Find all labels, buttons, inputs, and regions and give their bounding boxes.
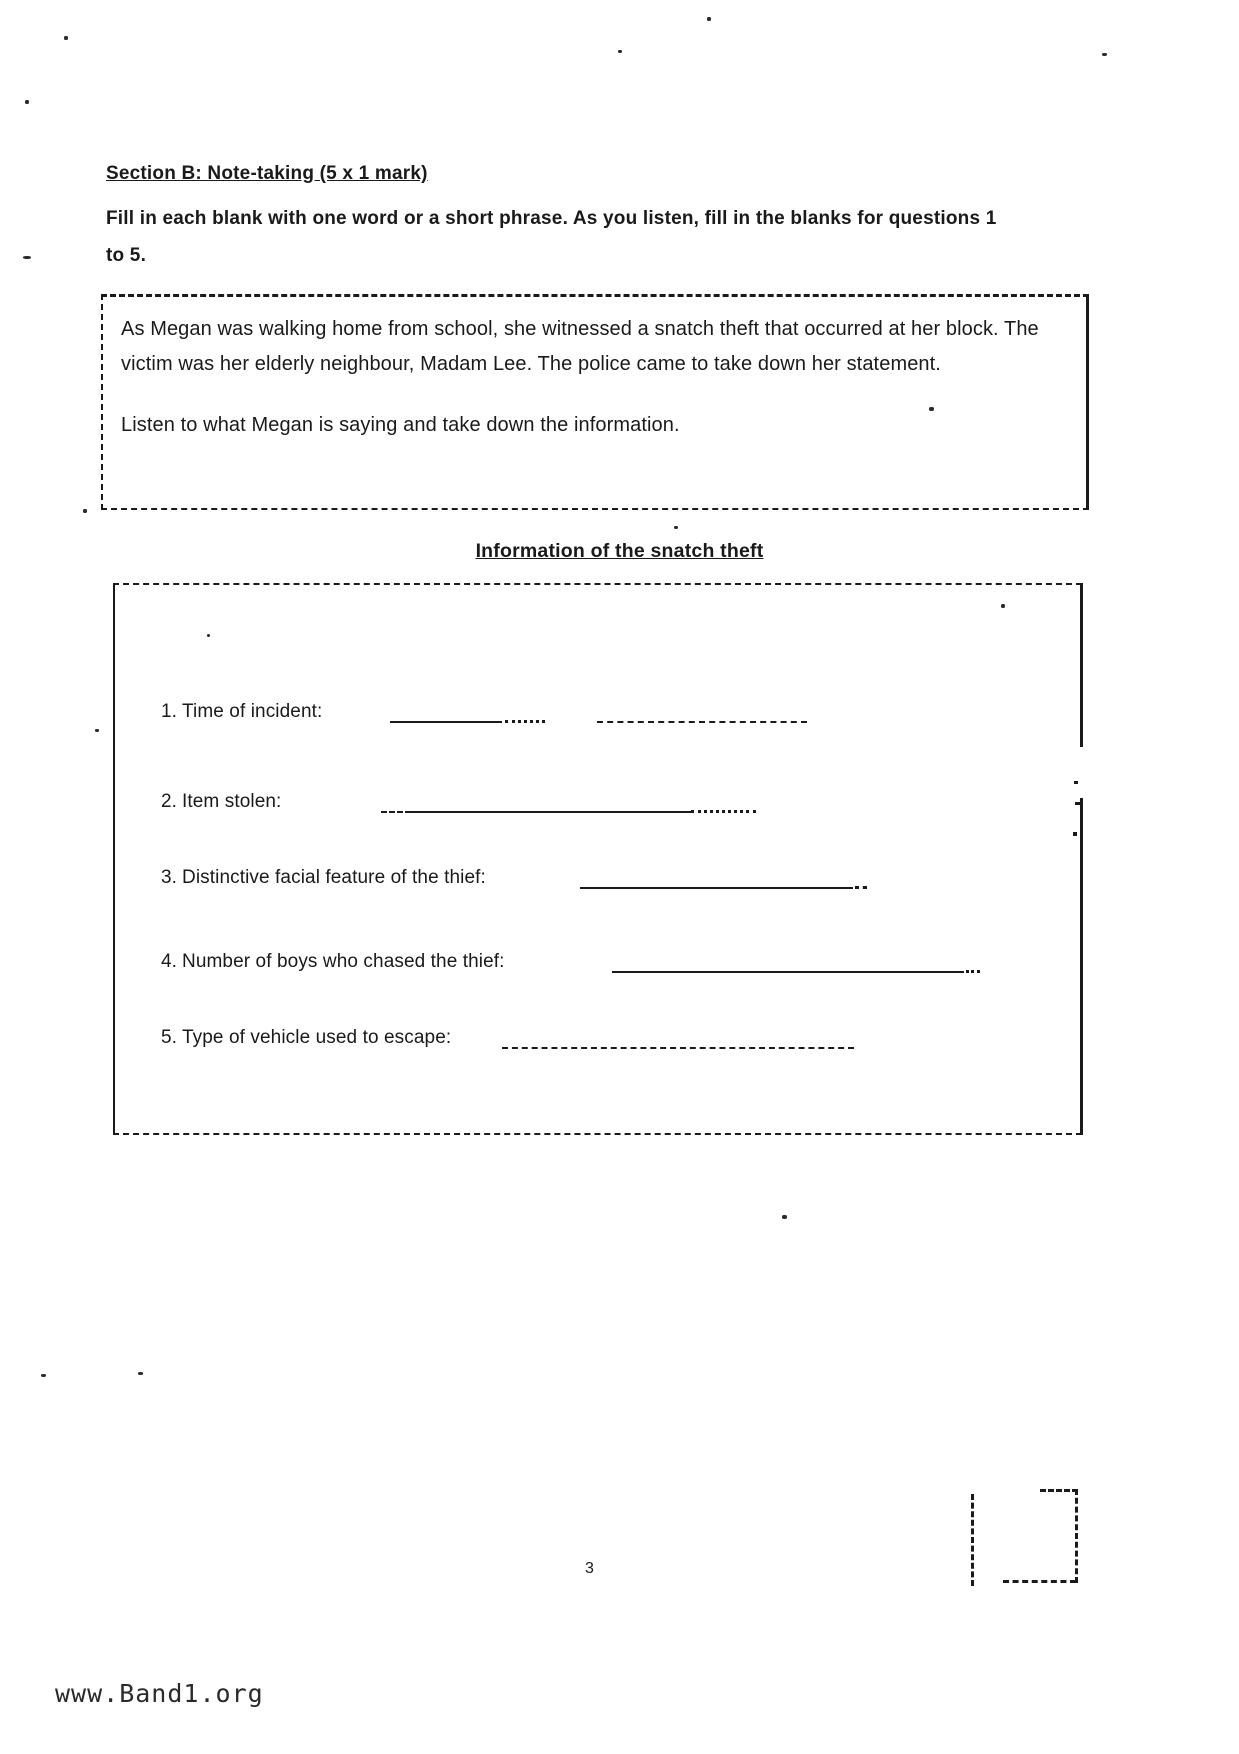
corner-mark-bracket (1040, 1489, 1078, 1583)
scan-speck (95, 729, 99, 732)
blank-facial-feature-dots (855, 886, 867, 889)
corner-mark-bottom (1003, 1580, 1076, 1583)
corner-mark-left (971, 1494, 974, 1586)
blank-facial-feature (580, 887, 853, 889)
scan-speck (64, 36, 68, 40)
page-number: 3 (585, 1560, 595, 1577)
item-label-number-of-boys: Number of boys who chased the thief: (182, 951, 505, 972)
passage-paragraph-2: Listen to what Megan is saying and take down the information. (121, 414, 680, 436)
scan-speck (138, 1372, 143, 1375)
blank-time-of-incident (390, 721, 502, 723)
item-number: 4. (161, 951, 178, 972)
scan-speck (782, 1215, 787, 1219)
scan-speck (1073, 832, 1077, 836)
scan-speck (83, 509, 87, 513)
note-taking-form-box (113, 583, 1082, 1135)
item-label-time-of-incident: Time of incident: (182, 701, 323, 722)
blank-item-stolen-dots (691, 810, 756, 813)
watermark-url: www.Band1.org (55, 1679, 264, 1708)
item-number: 1. (161, 701, 178, 722)
blank-item-stolen (411, 811, 691, 813)
scan-speck (25, 100, 29, 104)
blank-item-stolen-lead (381, 811, 411, 813)
item-number: 3. (161, 867, 178, 888)
form-item-1 (115, 697, 1082, 725)
passage-box (101, 294, 1089, 510)
form-item-5 (115, 1023, 1082, 1051)
scan-speck (41, 1374, 46, 1377)
scan-speck (1102, 53, 1107, 56)
scan-speck (23, 256, 31, 259)
scan-speck (1074, 781, 1078, 784)
form-item-2 (115, 787, 1082, 815)
item-label-facial-feature: Distinctive facial feature of the thief: (182, 867, 486, 888)
scan-speck (618, 50, 622, 53)
form-title: Information of the snatch theft (475, 540, 764, 562)
passage-paragraph-1: As Megan was walking home from school, she witnessed a snatch theft that occurred at her block. The victim was her elderly neighbour, Madam Lee. The police came to take down her statement. (121, 318, 1039, 375)
scan-speck (674, 526, 678, 529)
item-label-vehicle-type: Type of vehicle used to escape: (182, 1027, 452, 1048)
blank-vehicle-type (502, 1047, 854, 1049)
item-number: 2. (161, 791, 178, 812)
section-instructions: Fill in each blank with one word or a short phrase. As you listen, fill in the blanks for questions 1 to 5. (106, 208, 997, 266)
item-number: 5. (161, 1027, 178, 1048)
blank-time-of-incident-dots (505, 720, 545, 723)
blank-number-of-boys-dots (966, 970, 980, 973)
form-item-3 (115, 863, 1082, 891)
form-item-4 (115, 947, 1082, 975)
blank-number-of-boys (612, 971, 964, 973)
blank-time-of-incident-extension (597, 721, 807, 723)
section-heading: Section B: Note-taking (5 x 1 mark) (106, 163, 428, 184)
item-label-item-stolen: Item stolen: (182, 791, 282, 812)
scan-speck (707, 17, 711, 21)
